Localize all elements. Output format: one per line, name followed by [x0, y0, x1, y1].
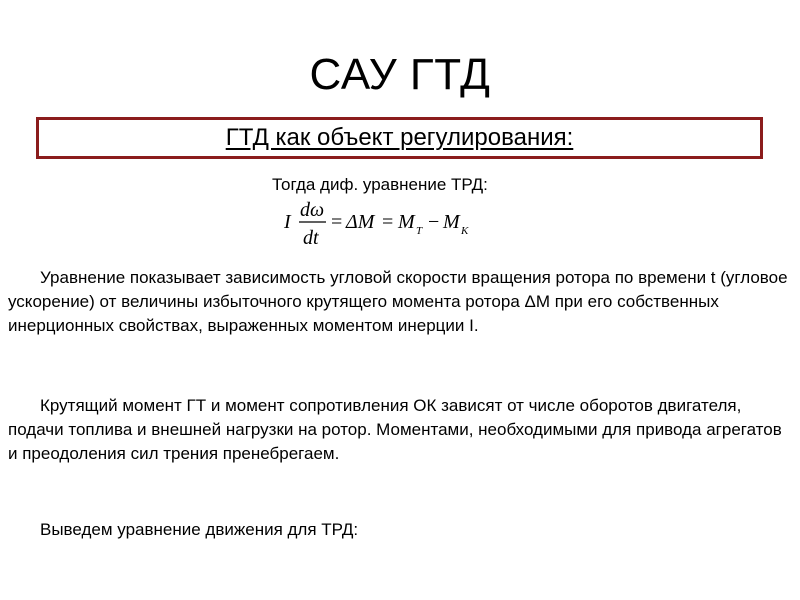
differential-equation [280, 193, 520, 253]
eq-coefficient-i: I [284, 211, 291, 233]
paragraph-torque-assumptions: Крутящий момент ГТ и момент сопротивления ОК зависят от числе оборотов двигателя, подачи топлива и внешней нагрузки на ротор. Моментами, необходимыми для привода агрегатов и преодоления сил трения пренебрегаем. [8, 396, 782, 463]
subtitle-box [36, 117, 763, 159]
eq-equals-2: = [382, 211, 394, 233]
eq-denominator: dt [303, 227, 319, 249]
eq-delta-m: ΔM [346, 211, 375, 233]
eq-m-t: M [398, 211, 415, 233]
eq-numerator: dω [300, 199, 325, 221]
equation-intro: Тогда диф. уравнение ТРД: [272, 175, 488, 194]
eq-equals-1: = [331, 211, 343, 233]
eq-minus: − [428, 211, 440, 233]
eq-m-k: M [443, 211, 460, 233]
subtitle-text: ГТД как объект регулирования: [225, 124, 574, 151]
paragraph-derive-equation: Выведем уравнение движения для ТРД: [40, 520, 359, 539]
eq-subscript-t: T [416, 225, 423, 237]
slide-title: САУ ГТД [309, 50, 491, 99]
eq-subscript-k: K [461, 225, 469, 237]
paragraph-equation-explanation: Уравнение показывает зависимость угловой скорости вращения ротора по времени t (угловое ускорение) от величины избыточного крутящего момента ротора ΔМ при его собственных инерционных свойствах, выраженных моментом инерции I. [8, 268, 788, 335]
